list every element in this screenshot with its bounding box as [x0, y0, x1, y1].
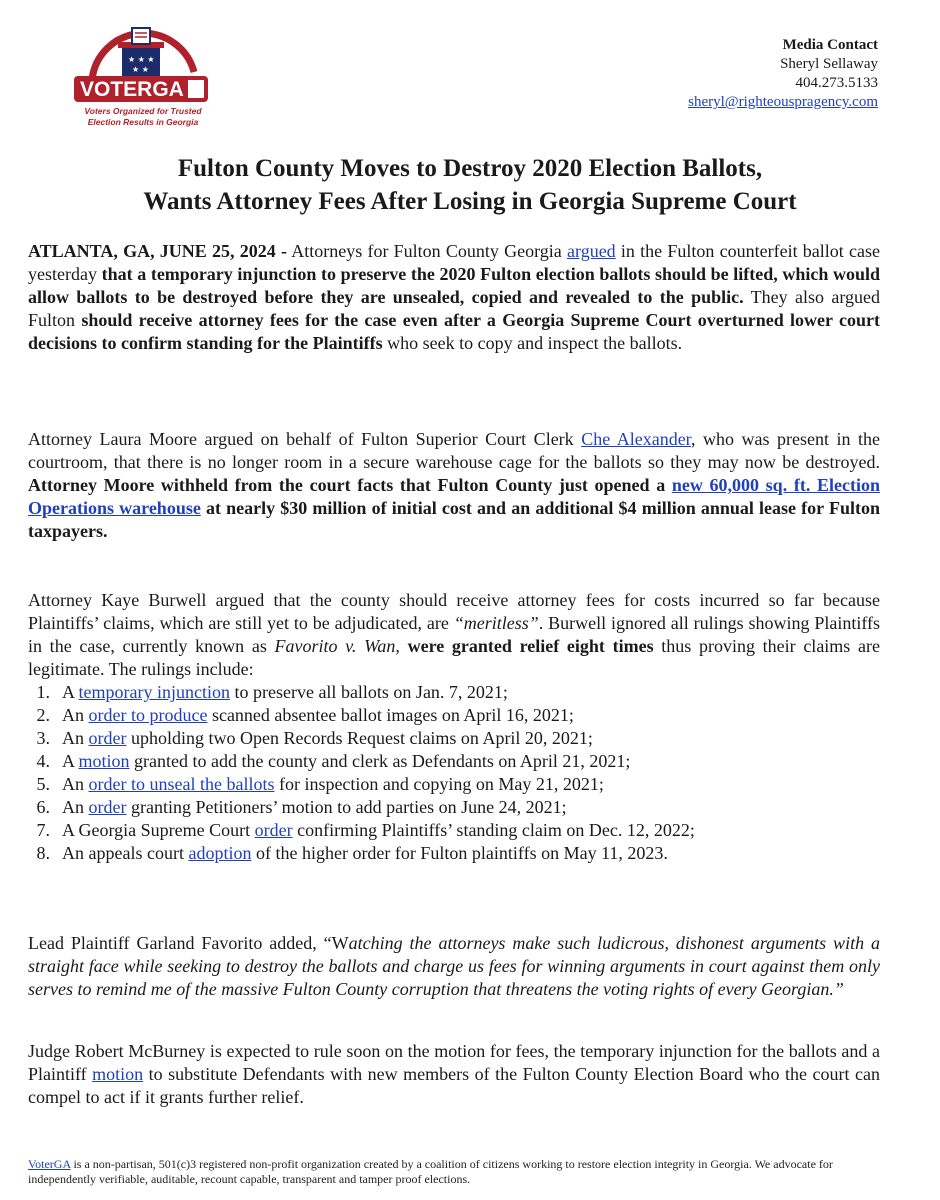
list-item [28, 681, 880, 704]
list-number: 7. [36, 820, 50, 840]
motion-link[interactable]: motion [92, 1064, 144, 1084]
title-line-1: Fulton County Moves to Destroy 2020 Election Ballots, [177, 155, 763, 182]
contact-email-link[interactable]: sheryl@righteouspragency.com [688, 94, 878, 110]
paragraph-4-quote [28, 932, 880, 1001]
media-contact-label: Media Contact [782, 37, 878, 53]
list-text: of the higher order for Fulton plaintiffs on May 11, 2023. [251, 843, 668, 863]
list-number: 2. [36, 705, 50, 725]
list-number: 8. [36, 843, 50, 863]
list-text: granting Petitioners’ motion to add parties on June 24, 2021; [126, 797, 567, 817]
p3-text-1: Attorney Kaye Burwell argued that the county should receive attorney fees for costs incurred so far because Plaintiffs’ claims, which are still yet to be adjudicated, are [28, 590, 880, 633]
tagline-line-2: Election Results in Georgia [87, 117, 199, 127]
footer-disclaimer [28, 1157, 888, 1187]
che-alexander-link[interactable]: Che Alexander [581, 429, 691, 449]
warehouse-link[interactable]: new 60,000 sq. ft. Election Operations warehouse [28, 475, 880, 518]
paragraph-5 [28, 1040, 880, 1109]
p3-space [400, 636, 408, 656]
p2-bold-2: at nearly $30 million of initial cost and an additional $4 million annual lease for Fulton taxpayers. [28, 498, 880, 541]
ruling-link[interactable]: motion [78, 751, 130, 771]
list-text: A [62, 682, 79, 702]
list-item [28, 704, 880, 727]
p3-text-2: . Burwell ignored all rulings showing Plaintiffs in the case, currently known as [28, 613, 880, 656]
list-text: A Georgia Supreme Court [62, 820, 255, 840]
logo-tagline [68, 106, 218, 128]
list-text: An [62, 705, 89, 725]
argued-link[interactable]: argued [567, 241, 616, 261]
paragraph-1 [28, 240, 880, 355]
list-text: An appeals court [62, 843, 189, 863]
list-number: 3. [36, 728, 50, 748]
list-item [28, 796, 880, 819]
ruling-link[interactable]: temporary injunction [78, 682, 230, 702]
ballot-box-logo-icon [62, 18, 222, 108]
p2-text-1: Attorney Laura Moore argued on behalf of Fulton Superior Court Clerk [28, 429, 582, 449]
p1-bold-1: that a temporary injunction to preserve the 2020 Fulton election ballots should be lifted, which would allow ballots to be destroyed before they are unsealed, copied and revealed to the public. [28, 264, 881, 307]
title-line-2: Wants Attorney Fees After Losing in Georgia Supreme Court [143, 188, 797, 215]
svg-text:★ ★ ★: ★ ★ ★ [128, 55, 155, 64]
logo-wordmark: VOTERGA [80, 78, 184, 101]
contact-phone: 404.273.5133 [795, 75, 878, 91]
list-text: confirming Plaintiffs’ standing claim on Dec. 12, 2022; [292, 820, 695, 840]
ruling-link[interactable]: order [254, 820, 293, 840]
ruling-link[interactable]: order to produce [88, 705, 208, 725]
dateline: ATLANTA, GA, JUNE 25, 2024 - [28, 241, 287, 261]
list-text: An [62, 797, 89, 817]
list-text: An [62, 774, 89, 794]
list-text: upholding two Open Records Request claims on April 20, 2021; [126, 728, 593, 748]
list-number: 1. [36, 682, 50, 702]
p1-bold-2: should receive attorney fees for the case even after a Georgia Supreme Court overturned lower court decisions to confirm standing for the Plaintiffs [28, 310, 880, 353]
ruling-link[interactable]: order [88, 797, 127, 817]
case-name: Favorito v. Wan, [274, 636, 400, 656]
p1-text-4: who seek to copy and inspect the ballots. [382, 333, 683, 353]
list-item [28, 773, 880, 796]
p2-bold-1: Attorney Moore withheld from the court facts that Fulton County just opened a [28, 475, 672, 495]
list-item [28, 819, 880, 842]
ruling-link[interactable]: adoption [188, 843, 252, 863]
voterga-footer-link[interactable]: VoterGA [28, 1157, 71, 1171]
ruling-link[interactable]: order [88, 728, 127, 748]
list-text: for inspection and copying on May 21, 2021; [274, 774, 604, 794]
p5-text-2: to substitute Defendants with new members of the Fulton County Election Board who the court can compel to act if it grants further relief. [28, 1064, 880, 1107]
tagline-line-1: Voters Organized for Trusted [84, 106, 202, 116]
list-text: A [62, 751, 79, 771]
page-title [0, 152, 940, 218]
list-text: scanned absentee ballot images on April 16, 2021; [207, 705, 574, 725]
favorito-quote: atching the attorneys make such ludicrous, dishonest arguments with a straight face while seeking to destroy the ballots and charge us fees for winning arguments in court against them only serves to remind me of the massive Fulton County corruption that threatens the voting rights of every Georgian.” [28, 933, 880, 999]
footer-text: is a non-partisan, 501(c)3 registered non-profit organization created by a coalition of citizens working to restore election integrity in Georgia. We advocate for independently verifiable, auditable, recount capable, transparent and tamper proof elections. [28, 1157, 833, 1186]
paragraph-2 [28, 428, 880, 543]
ruling-link[interactable]: order to unseal the ballots [88, 774, 275, 794]
p5-text-1: Judge Robert McBurney is expected to rule soon on the motion for fees, the temporary injunction for the ballots and a Plaintiff [28, 1041, 880, 1084]
p4-text-1: Lead Plaintiff Garland Favorito added, “W [28, 933, 349, 953]
p1-text-1: Attorneys for Fulton County Georgia [287, 241, 568, 261]
list-number: 6. [36, 797, 50, 817]
list-text: to preserve all ballots on Jan. 7, 2021; [229, 682, 508, 702]
list-text: An [62, 728, 89, 748]
list-item [28, 727, 880, 750]
rulings-list [28, 681, 880, 865]
p3-text-4: thus proving their claims are legitimate. The rulings include: [28, 636, 880, 679]
svg-text:★ ★: ★ ★ [132, 65, 149, 74]
p1-text-3: They also argued Fulton [28, 287, 880, 330]
contact-name: Sheryl Sellaway [780, 56, 878, 72]
list-text: granted to add the county and clerk as Defendants on April 21, 2021; [129, 751, 631, 771]
p2-text-2: , who was present in the courtroom, that there is no longer room in a secure warehouse cage for the ballots so they may now be destroyed. [28, 429, 880, 472]
voterga-logo [62, 18, 222, 138]
list-item [28, 750, 880, 773]
p3-bold-1: were granted relief eight times [407, 636, 654, 656]
list-number: 5. [36, 774, 50, 794]
paragraph-3 [28, 589, 880, 865]
list-item [28, 842, 880, 865]
list-number: 4. [36, 751, 50, 771]
p1-text-2: in the Fulton counterfeit ballot case yesterday [28, 241, 880, 284]
media-contact [688, 36, 878, 112]
p3-italic-1: “meritless” [453, 613, 539, 633]
